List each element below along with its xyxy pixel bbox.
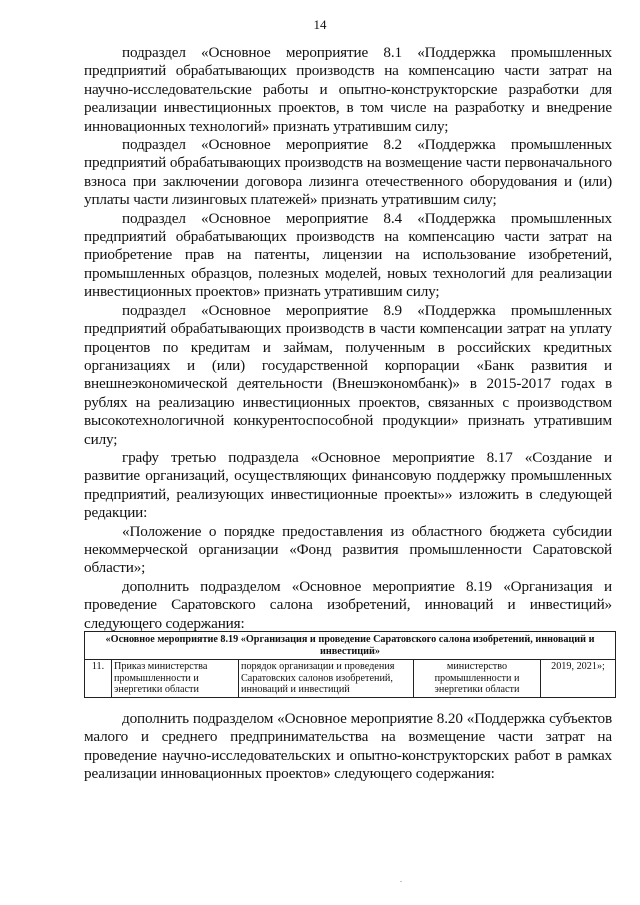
table-header: «Основное мероприятие 8.19 «Организация и проведение Саратовского салона изобретений, инноваций и инвестиций» [85,632,616,660]
paragraph-8-9: подраздел «Основное мероприятие 8.9 «Поддержка промышленных предприятий обрабатывающих производств в части компенсации затрат на уплату процентов по кредитам и займам, полученным в российских кредитных организациях и (или) государственной корпорации «Банк развития и внешнеэкономической деятельности (Внешэкономбанк)» в 2015-2017 годах в рублях на реализацию инвестиционных проектов, связанных с производством высокотехнологичной конкурентоспособной продукции» признать утратившим силу; [84,301,612,448]
paragraph-8-2: подраздел «Основное мероприятие 8.2 «Поддержка промышленных предприятий обрабатывающих производств на возмещение части первоначального взноса при заключении договора лизинга отечественного оборудования и (или) уплаты части лизинговых платежей» признать утратившим силу; [84,136,612,209]
measure-8-19-table [84,631,616,698]
row-number: 11. [85,660,112,698]
page-number: 14 [313,17,327,32]
paragraph-fund-regulation: «Положение о порядке предоставления из областного бюджета субсидии некоммерческой организации «Фонд развития промышленности Саратовской области»; [84,522,612,577]
row-subject: порядок организации и проведения Саратовских салонов изобретений, инноваций и инвестиций [239,660,414,698]
document-body-continued [84,710,612,784]
scan-speck: . [400,875,402,884]
paragraph-8-17: графу третью подраздела «Основное мероприятие 8.17 «Создание и развитие организаций, осуществляющих финансовую поддержку промышленных предприятий, реализующих инвестиционные проекты»» изложить в следующей редакции: [84,448,612,522]
row-executor: министерство промышленности и энергетики области [414,660,541,698]
paragraph-add-8-19: дополнить подразделом «Основное мероприятие 8.19 «Организация и проведение Саратовского салона изобретений, инноваций и инвестиций» следующего содержания: [84,577,612,632]
paragraph-8-4: подраздел «Основное мероприятие 8.4 «Поддержка промышленных предприятий обрабатывающих производств на компенсацию части затрат на приобретение прав на патенты, лицензии на использование изобретений, промышленных образцов, полезных моделей, новых технологий для реализации инвестиционных проектов» признать утратившим силу; [84,209,612,301]
paragraph-8-1: подраздел «Основное мероприятие 8.1 «Поддержка промышленных предприятий обрабатывающих производств на компенсацию части затрат на научно-исследовательские работы и опытно-конструкторские разработки для реализации инвестиционных проектов, в том числе на разработку и внедрение инновационных технологий» признать утратившим силу; [84,44,612,135]
document-body [84,44,612,633]
table-row [85,660,616,698]
row-years: 2019, 2021»; [541,660,616,698]
row-document: Приказ министерства промышленности и энергетики области [112,660,239,698]
paragraph-add-8-20: дополнить подразделом «Основное мероприятие 8.20 «Поддержка субъектов малого и среднего предпринимательства на возмещение части затрат на проведение научно-исследовательских и опытно-конструкторских работ в рамках реализации инновационных проектов» следующего содержания: [84,710,612,783]
